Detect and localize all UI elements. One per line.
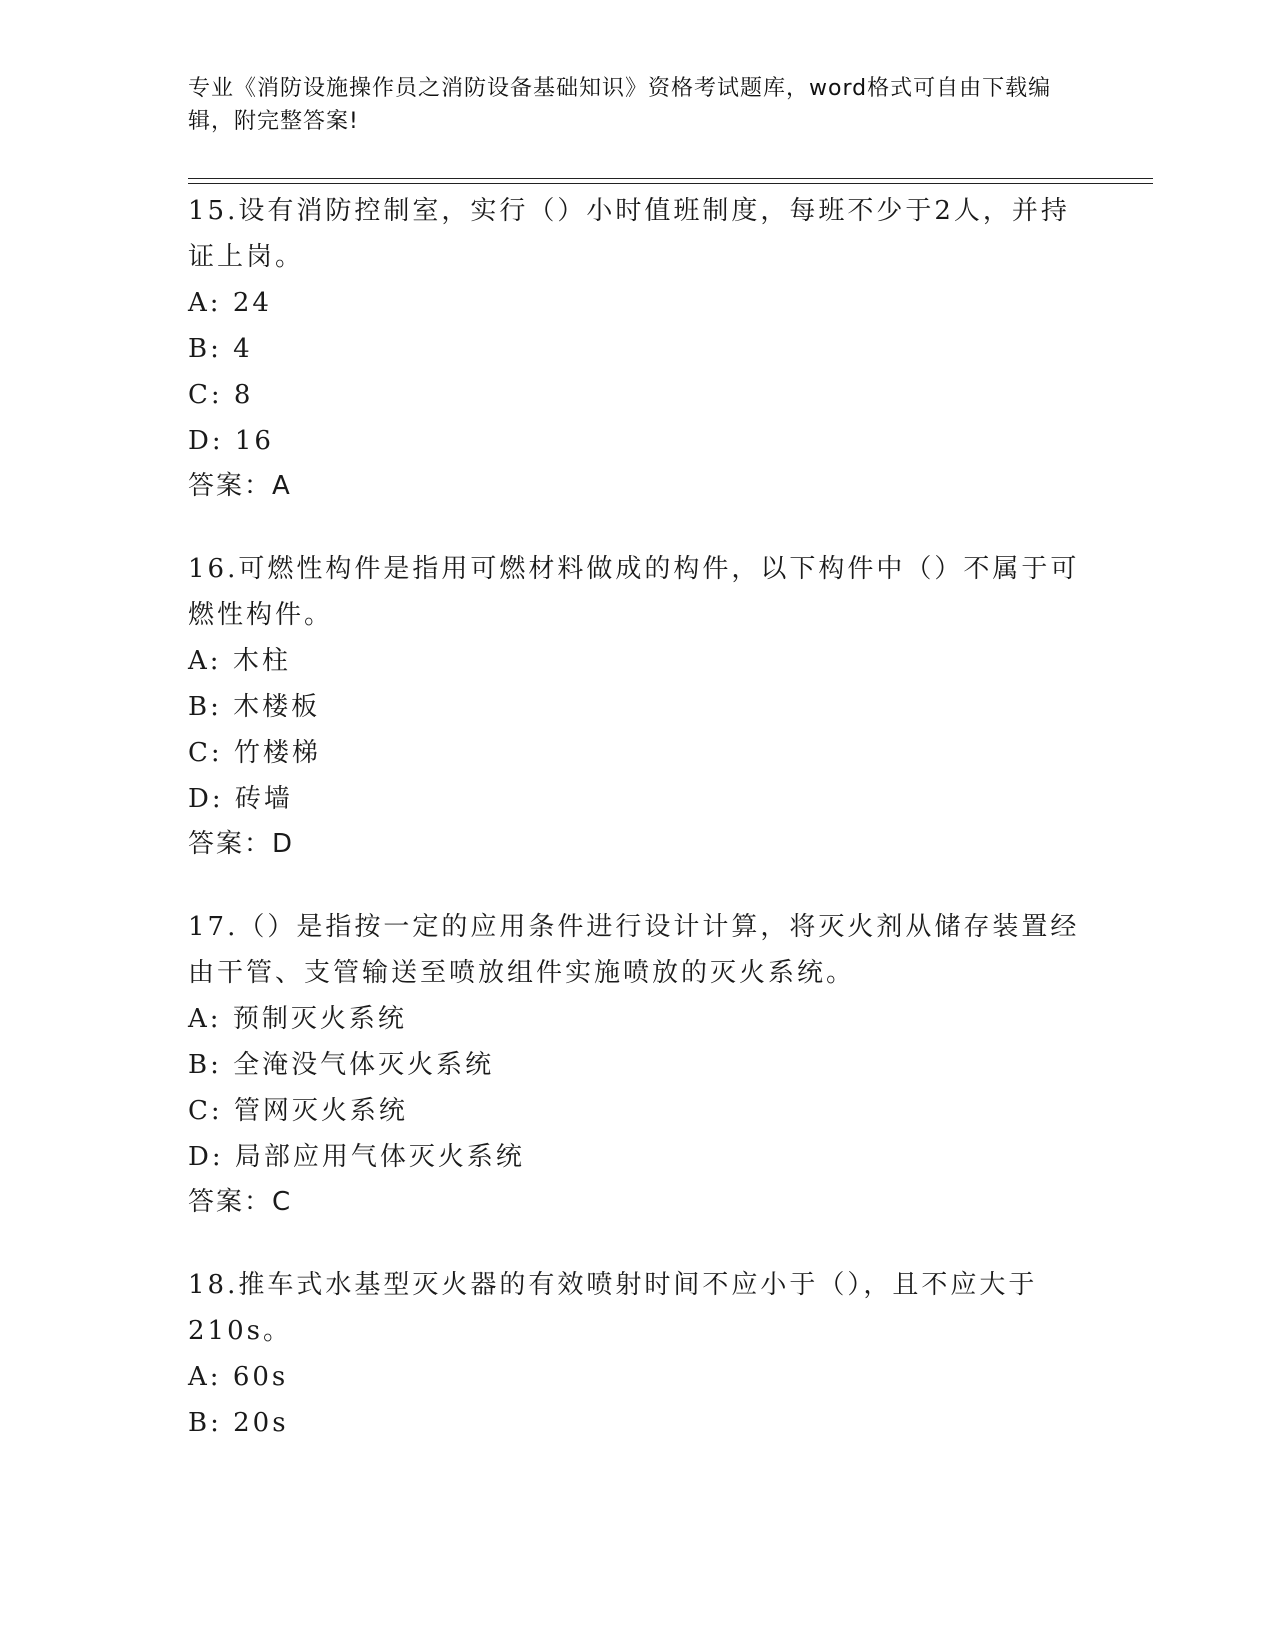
option-label: B: xyxy=(188,1050,222,1080)
option-label: A: xyxy=(188,1362,222,1392)
option-text: 24 xyxy=(232,288,272,318)
answer-line: 答案：C xyxy=(188,1187,293,1217)
option-text: 竹楼梯 xyxy=(233,738,321,768)
option-text: 木柱 xyxy=(232,646,291,676)
document-header: 专业《消防设施操作员之消防设备基础知识》资格考试题库，word格式可自由下载编辑，附完整答案! xyxy=(188,76,1052,134)
option-label: D: xyxy=(188,1142,224,1172)
option-label: B: xyxy=(188,334,222,364)
option-a xyxy=(188,638,1088,684)
option-d xyxy=(188,1134,1088,1180)
header-divider-top xyxy=(188,178,1153,179)
question-stem: 15.设有消防控制室，实行（）小时值班制度，每班不少于2人，并持证上岗。 xyxy=(188,196,1070,272)
option-text: 16 xyxy=(234,426,274,456)
question-17 xyxy=(188,904,1088,1224)
option-label: D: xyxy=(188,426,224,456)
option-text: 砖墙 xyxy=(234,784,293,814)
option-label: D: xyxy=(188,784,224,814)
option-label: A: xyxy=(188,288,222,318)
option-label: A: xyxy=(188,1004,222,1034)
option-text: 60s xyxy=(232,1362,289,1392)
answer-line: 答案：D xyxy=(188,829,295,859)
option-a xyxy=(188,1354,1088,1400)
option-text: 全淹没气体灭火系统 xyxy=(233,1050,495,1080)
option-label: C: xyxy=(188,738,223,768)
option-b xyxy=(188,1042,1088,1088)
option-label: A: xyxy=(188,646,222,676)
option-d xyxy=(188,776,1088,822)
option-text: 局部应用气体灭火系统 xyxy=(234,1142,525,1172)
option-b xyxy=(188,1400,1088,1446)
option-text: 4 xyxy=(233,334,253,364)
option-text: 预制灭火系统 xyxy=(232,1004,407,1034)
option-c xyxy=(188,1088,1088,1134)
answer-line: 答案：A xyxy=(188,471,292,501)
option-b xyxy=(188,684,1088,730)
option-text: 20s xyxy=(233,1408,289,1438)
option-c xyxy=(188,372,1088,418)
option-c xyxy=(188,730,1088,776)
option-a xyxy=(188,280,1088,326)
question-18 xyxy=(188,1262,1088,1446)
question-16 xyxy=(188,546,1088,866)
header-divider-bottom xyxy=(188,183,1153,184)
option-b xyxy=(188,326,1088,372)
option-label: B: xyxy=(188,692,222,722)
option-label: C: xyxy=(188,380,223,410)
question-15 xyxy=(188,188,1088,508)
option-a xyxy=(188,996,1088,1042)
option-text: 8 xyxy=(233,380,254,410)
option-text: 木楼板 xyxy=(233,692,321,722)
option-text: 管网灭火系统 xyxy=(233,1096,408,1126)
option-d xyxy=(188,418,1088,464)
question-stem: 18.推车式水基型灭火器的有效喷射时间不应小于（），且不应大于210s。 xyxy=(188,1270,1038,1346)
question-stem: 16.可燃性构件是指用可燃材料做成的构件，以下构件中（）不属于可燃性构件。 xyxy=(188,554,1080,630)
question-stem: 17.（）是指按一定的应用条件进行设计计算，将灭火剂从储存装置经由干管、支管输送至喷放组件实施喷放的灭火系统。 xyxy=(188,912,1080,988)
option-label: C: xyxy=(188,1096,223,1126)
option-label: B: xyxy=(188,1408,222,1438)
question-list xyxy=(188,188,1088,1484)
